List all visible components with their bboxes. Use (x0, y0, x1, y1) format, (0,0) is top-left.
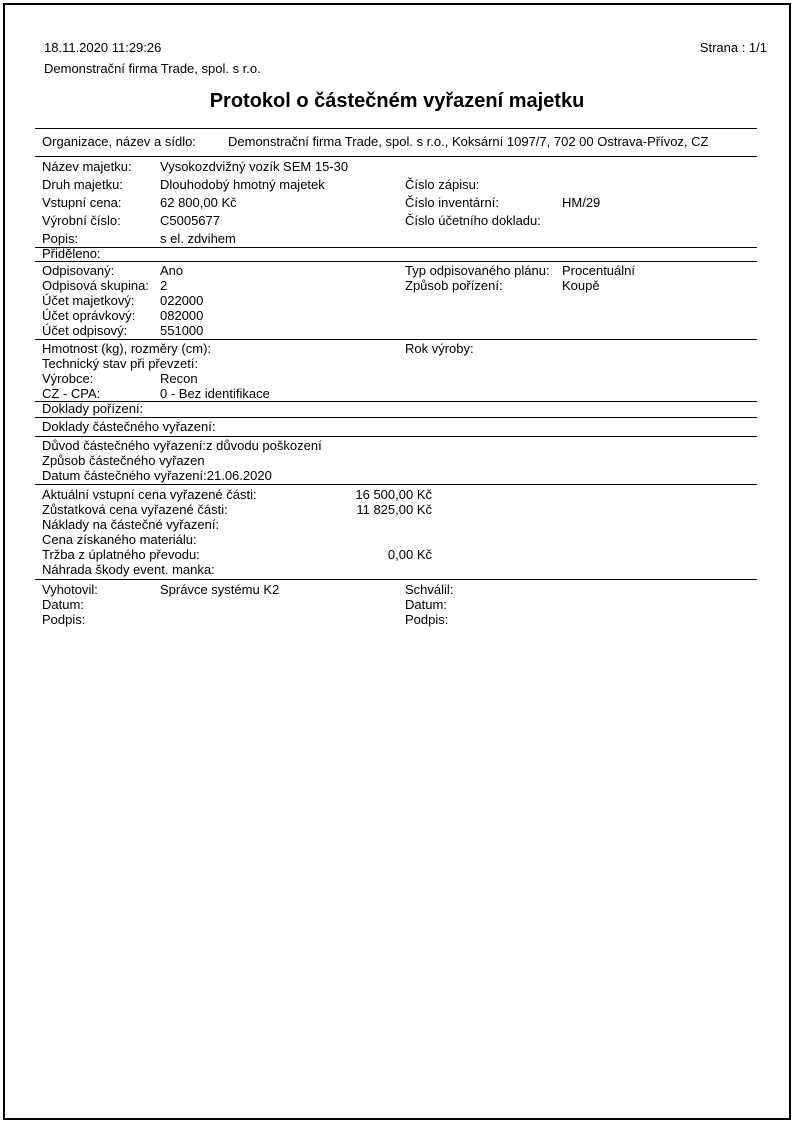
field-label: Tržba z úplatného převodu: (42, 547, 200, 562)
field-value: 2 (160, 278, 168, 293)
field-label: Výrobce: (42, 371, 94, 386)
field-value: C5005677 (160, 213, 220, 228)
section-organization (35, 128, 757, 156)
partial-disposal-documents-label: Doklady částečného vyřazení: (42, 419, 216, 434)
field-label: Vyhotovil: (42, 582, 98, 597)
assignment-header-label: Přiděleno: (42, 246, 101, 261)
row-asset-account (35, 293, 757, 308)
field-label: Účet majetkový: (42, 293, 135, 308)
field-value: 0,00 Kč (387, 547, 432, 562)
field-value: 022000 (160, 293, 204, 308)
field-value: Procentuální (562, 263, 635, 278)
field-label: Popis: (42, 231, 79, 246)
field-value: z důvodu poškození (206, 438, 322, 453)
row-asset-name (35, 158, 757, 176)
section-partial-disposal-documents (35, 417, 757, 436)
field-label: Účet odpisový: (42, 323, 128, 338)
section-disposal (35, 436, 757, 484)
field-label: Odpisovaný: (42, 263, 115, 278)
field-label: Hmotnost (kg), rozměry (cm): (42, 341, 212, 356)
row-depreciation-group (35, 278, 757, 293)
field-label: Účet oprávkový: (42, 308, 136, 323)
field-value: 551000 (160, 323, 204, 338)
field-label: Náklady na částečné vyřazení: (42, 517, 220, 532)
field-label: Cena získaného materiálu: (42, 532, 197, 547)
row-material-price (35, 532, 757, 547)
print-timestamp: 18.11.2020 11:29:26 (44, 40, 162, 55)
field-label: CZ - CPA: (42, 386, 101, 401)
field-label: Aktuální vstupní cena vyřazené části: (42, 487, 257, 502)
field-value: Koupě (562, 278, 600, 293)
section-assignment (35, 261, 757, 339)
row-residual-price (35, 502, 757, 517)
field-label: Podpis: (405, 612, 449, 627)
field-label: Odpisová skupina: (42, 278, 149, 293)
row-transfer-revenue (35, 547, 757, 562)
field-value: 0 - Bez identifikace (160, 386, 270, 401)
field-label: Vstupní cena: (42, 195, 122, 210)
row-disposal-reason (35, 438, 757, 453)
field-label: Druh majetku: (42, 177, 123, 192)
company-name: Demonstrační firma Trade, spol. s r.o. (44, 61, 261, 76)
row-serial-number (35, 212, 757, 230)
organization-value: Demonstrační firma Trade, spol. s r.o., Koksární 1097/7, 702 00 Ostrava-Přívoz, CZ (228, 134, 709, 149)
row-depreciated (35, 263, 757, 278)
field-label: Číslo inventární: (405, 195, 499, 210)
row-technical-state (35, 356, 757, 371)
field-label: Číslo zápisu: (405, 177, 480, 192)
document-title: Protokol o částečném vyřazení majetku (209, 90, 585, 112)
field-value: HM/29 (562, 195, 601, 210)
row-signatures (35, 612, 757, 627)
row-disposal-costs (35, 517, 757, 532)
field-value: 21.06.2020 (206, 468, 272, 483)
field-label: Technický stav při převzetí: (42, 356, 199, 371)
field-value: 62 800,00 Kč (160, 195, 237, 210)
section-valuation (35, 484, 757, 579)
field-value: 082000 (160, 308, 204, 323)
organization-label: Organizace, název a sídlo: (42, 134, 196, 149)
field-value: 11 825,00 Kč (356, 502, 432, 517)
document-body (35, 128, 757, 627)
field-label: Důvod částečného vyřazení: (42, 438, 207, 453)
page-number: Strana : 1/1 (699, 40, 767, 55)
field-label: Zůstatková cena vyřazené části: (42, 502, 228, 517)
row-current-entry-price (35, 487, 757, 502)
field-label: Způsob částečného vyřazen (42, 453, 205, 468)
section-assignment-header (35, 247, 757, 261)
field-label: Datum: (42, 597, 84, 612)
field-label: Datum: (405, 597, 447, 612)
row-prepared-approved (35, 582, 757, 597)
row-description (35, 230, 757, 248)
field-label: Datum částečného vyřazení: (42, 468, 207, 483)
field-label: Název majetku: (42, 159, 132, 174)
row-adjustment-account (35, 308, 757, 323)
row-depreciation-account (35, 323, 757, 338)
field-value: Ano (160, 263, 184, 278)
field-label: Číslo účetního dokladu: (405, 213, 541, 228)
field-value: Správce systému K2 (160, 582, 280, 597)
field-label: Podpis: (42, 612, 86, 627)
field-value: Recon (160, 371, 198, 386)
field-value: 16 500,00 Kč (355, 487, 432, 502)
field-label: Náhrada škody event. manka: (42, 562, 215, 577)
row-dates (35, 597, 757, 612)
row-damage-compensation (35, 562, 757, 577)
row-weight-dimensions (35, 341, 757, 356)
row-entry-price (35, 194, 757, 212)
section-acquisition-documents (35, 401, 757, 417)
section-technical (35, 339, 757, 401)
section-asset (35, 156, 757, 247)
acquisition-documents-label: Doklady pořízení: (42, 401, 144, 416)
row-asset-type (35, 176, 757, 194)
row-disposal-date (35, 468, 757, 483)
row-disposal-method (35, 453, 757, 468)
field-label: Typ odpisovaného plánu: (405, 263, 550, 278)
field-label: Způsob pořízení: (405, 278, 503, 293)
field-label: Rok výroby: (405, 341, 474, 356)
field-value: Dlouhodobý hmotný majetek (160, 177, 325, 192)
section-signatures (35, 579, 757, 627)
field-label: Schválil: (405, 582, 454, 597)
row-manufacturer (35, 371, 757, 386)
field-value: Vysokozdvižný vozík SEM 15-30 (160, 159, 349, 174)
row-cz-cpa (35, 386, 757, 401)
field-value: s el. zdvihem (160, 231, 236, 246)
field-label: Výrobní číslo: (42, 213, 121, 228)
